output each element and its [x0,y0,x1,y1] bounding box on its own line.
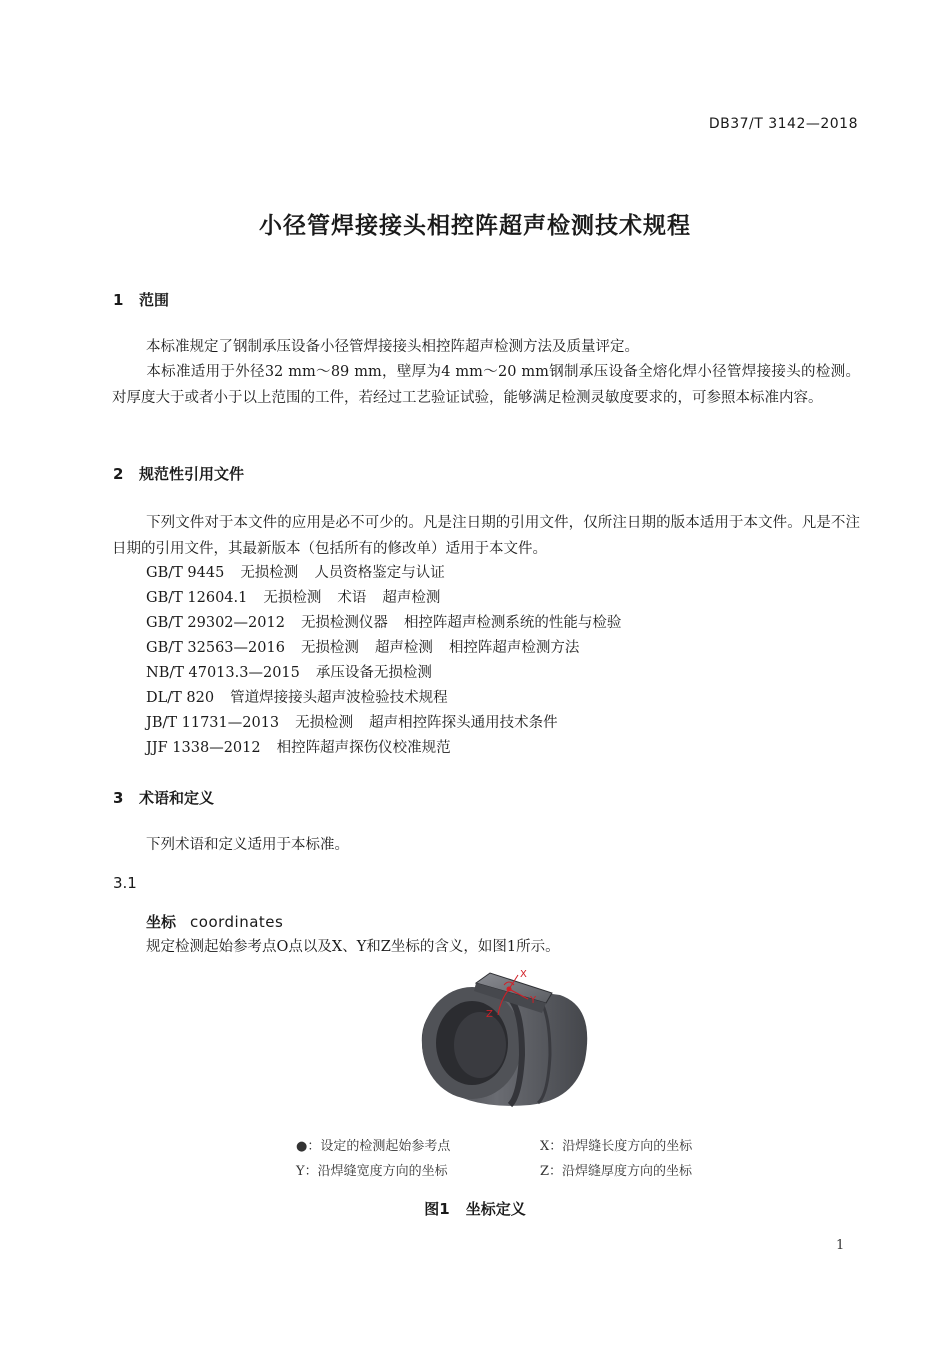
reference-title-part: 无损检测 [263,590,322,606]
legend-y: Y：沿焊缝宽度方向的坐标 [296,1164,448,1179]
reference-item [146,586,440,607]
reference-title-part: 超声检测 [374,640,433,656]
legend-origin: ●：设定的检测起始参考点 [296,1139,451,1154]
term-heading [146,911,283,932]
y-axis-label: Y [530,995,537,1006]
reference-code: DL/T 820 [146,690,215,706]
reference-title-part: 超声相控阵探头通用技术条件 [369,715,558,731]
paragraph-text: 本标准适用于外径32 mm～89 mm，壁厚为4 mm～20 mm钢制承压设备全熔化焊小径管焊接接头的检测。对厚度大于或者小于以上范围的工件，若经过工艺验证试验，能够满足检测灵敏度要求的，可参照本标准内容。 [112,364,860,406]
reference-code: GB/T 29302—2012 [146,615,285,631]
section-heading-scope [113,289,169,310]
term-english: coordinates [190,913,284,931]
paragraph-text: 本标准规定了钢制承压设备小径管焊接接头相控阵超声检测方法及质量评定。 [146,339,639,355]
x-axis-label: X [520,969,527,980]
coordinate-figure [410,965,610,1115]
scope-paragraph-2 [112,359,860,411]
scope-paragraph-1 [112,334,860,360]
reference-item [146,686,448,707]
references-intro-paragraph [112,510,860,562]
term-definition: 规定检测起始参考点O点以及X、Y和Z坐标的含义，如图1所示。 [146,939,560,955]
section-heading-terms [113,787,214,808]
reference-title-part: 无损检测 [300,640,359,656]
section-number: 3 [113,789,124,807]
reference-code: GB/T 12604.1 [146,590,248,606]
reference-title-part: 术语 [337,590,367,606]
terms-intro-paragraph [112,832,860,858]
section-number: 2 [113,465,124,483]
section-title: 范围 [139,291,170,309]
reference-code: GB/T 9445 [146,565,225,581]
reference-code: JB/T 11731—2013 [146,715,280,731]
figure-caption [0,1198,950,1219]
page-number: 1 [836,1238,845,1253]
section-number: 1 [113,291,124,309]
reference-item [146,636,579,657]
reference-title-part: 相控阵超声探伤仪校准规范 [276,740,451,756]
document-number: DB37/T 3142—2018 [708,116,858,132]
subsection-number: 3.1 [113,874,137,892]
reference-code: JJF 1338—2012 [146,740,261,756]
page-title: 小径管焊接接头相控阵超声检测技术规程 [259,213,691,239]
paragraph-text: 下列文件对于本文件的应用是必不可少的。凡是注日期的引用文件，仅所注日期的版本适用于本文件。凡是不注日期的引用文件，其最新版本（包括所有的修改单）适用于本文件。 [112,515,860,557]
reference-code: NB/T 47013.3—2015 [146,665,300,681]
reference-title-part: 承压设备无损检测 [315,665,432,681]
reference-title-part: 超声检测 [382,590,441,606]
reference-item [146,661,432,682]
legend-x: X：沿焊缝长度方向的坐标 [540,1139,693,1154]
reference-title-part: 无损检测 [240,565,299,581]
reference-item [146,736,451,757]
pipe-bore-inner [454,1012,506,1078]
z-axis-label: Z [486,1009,493,1020]
reference-item [146,561,445,582]
section-title: 规范性引用文件 [139,465,245,483]
figure-caption-text: 坐标定义 [465,1200,526,1218]
reference-title-part: 无损检测 [295,715,354,731]
reference-title-part: 管道焊接接头超声波检验技术规程 [230,690,448,706]
reference-code: GB/T 32563—2016 [146,640,285,656]
term-chinese: 坐标 [146,913,177,931]
paragraph-text: 下列术语和定义适用于本标准。 [146,837,349,853]
reference-title-part: 人员资格鉴定与认证 [314,565,445,581]
legend-z: Z：沿焊缝厚度方向的坐标 [540,1164,693,1179]
section-title: 术语和定义 [139,789,215,807]
section-heading-normative-references [113,463,244,484]
figure-label: 图1 [424,1200,450,1218]
reference-item [146,711,558,732]
reference-title-part: 相控阵超声检测方法 [448,640,580,656]
reference-title-part: 无损检测仪器 [300,615,388,631]
reference-title-part: 相控阵超声检测系统的性能与检验 [403,615,622,631]
reference-item [146,611,621,632]
